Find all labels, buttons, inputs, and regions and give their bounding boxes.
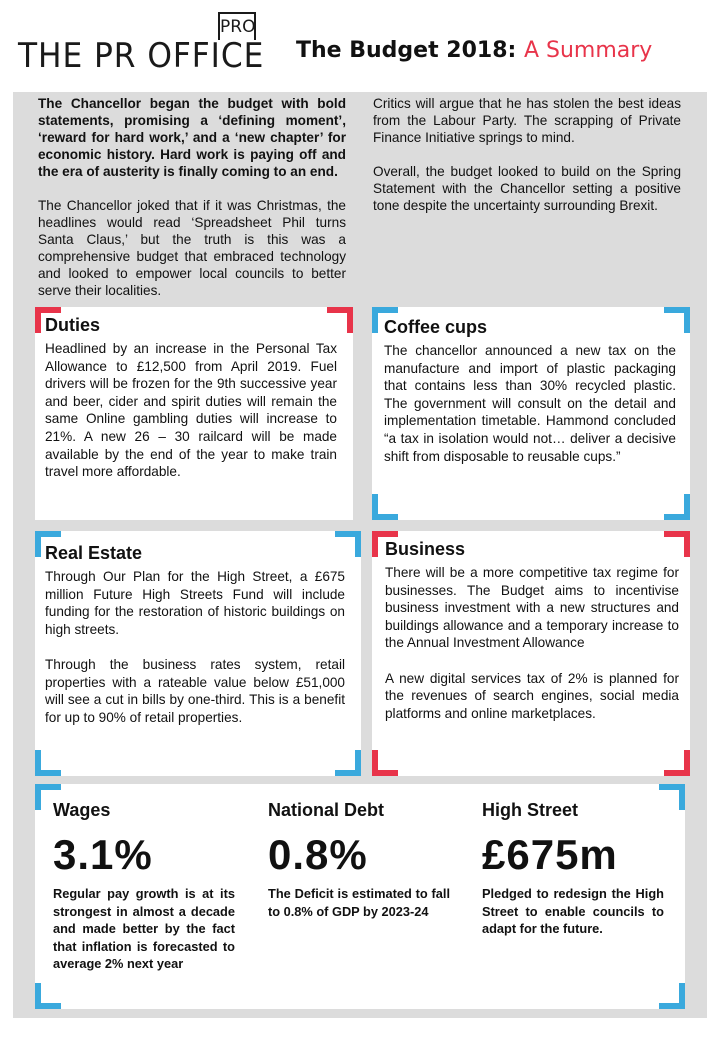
real-estate-paragraph: Through Our Plan for the High Street, a £675 million Future High Streets Fund will include funding for the restoration of historic buildings on high streets. — [45, 569, 345, 637]
duties-card — [35, 307, 353, 520]
logo-wordmark: THE PR OFFICE — [18, 36, 265, 76]
intro-critics: Critics will argue that he has stolen the best ideas from the Labour Party. The scrapping of Private Finance Initiative springs to mind. — [373, 96, 681, 145]
stat-label: High Street — [482, 800, 579, 820]
duties-heading: Duties — [45, 315, 101, 335]
corner-bracket — [664, 494, 690, 520]
stat-description: Regular pay growth is at its strongest in almost a decade and made better by the fact that inflation is forecasted to average 2% next year — [53, 886, 235, 971]
corner-bracket — [35, 750, 61, 776]
real-estate-card — [35, 531, 361, 776]
key-figures-card — [35, 784, 685, 1009]
business-paragraph: There will be a more competitive tax regime for businesses. The Budget aims to incentivise business investment with a new structures and buildings allowance and a temporary increase to the Annual Investment Allowance — [385, 565, 679, 651]
coffee-cups-heading: Coffee cups — [384, 317, 488, 337]
stat-label: National Debt — [268, 800, 385, 820]
real-estate-heading: Real Estate — [45, 543, 143, 563]
corner-bracket — [35, 983, 61, 1009]
corner-bracket — [372, 750, 398, 776]
intro-left-column — [38, 95, 346, 299]
coffee-cups-card — [372, 307, 690, 520]
intro-right-column — [373, 95, 681, 214]
stat-high-street — [482, 800, 664, 938]
real-estate-body — [45, 568, 345, 726]
stat-description: Pledged to redesign the High Street to enable councils to adapt for the future. — [482, 886, 664, 936]
business-card — [372, 531, 690, 776]
business-paragraph: A new digital services tax of 2% is planned for the revenues of search engines, social media platforms and online marketplaces. — [385, 670, 679, 721]
stat-label: Wages — [53, 800, 111, 820]
corner-bracket — [372, 494, 398, 520]
business-body — [385, 564, 679, 722]
stat-value: 3.1% — [53, 831, 153, 878]
corner-bracket — [335, 750, 361, 776]
title-accent: A Summary — [523, 38, 653, 63]
stat-wages — [53, 800, 235, 973]
pr-office-logo — [18, 12, 263, 74]
intro-overall: Overall, the budget looked to build on the Spring Statement with the Chancellor setting a positive tone despite the uncertainty surrounding Brexit. — [373, 164, 681, 213]
duties-body: Headlined by an increase in the Personal Tax Allowance to £12,500 from April 2019. Fuel drivers will be frozen for the 9th successive year and beer, cider and spirit duties will remain the same Online gambling duties will increase to 21%. A new 26 – 30 railcard will be made available by the end of the year to make train travel more affordable. — [45, 341, 337, 480]
stat-value: 0.8% — [268, 831, 368, 878]
title-main: The Budget 2018: — [296, 38, 524, 63]
corner-bracket — [659, 983, 685, 1009]
stat-value: £675m — [482, 831, 618, 878]
intro-body: The Chancellor joked that if it was Christmas, the headlines would read ‘Spreadsheet Phil turns Santa Claus,’ but the truth is this was a comprehensive budget that embraced technology and looked to empower local councils to better serve their localities. — [38, 198, 346, 298]
corner-bracket — [664, 750, 690, 776]
business-heading: Business — [385, 539, 466, 559]
stat-description: The Deficit is estimated to fall to 0.8% of GDP by 2023-24 — [268, 886, 450, 919]
intro-lead: The Chancellor began the budget with bold statements, promising a ‘defining moment’, ‘reward for hard work,’ and a ‘new chapter’ for economic history. Hard work is paying off and the era of austerity is finally coming to an end. — [38, 96, 346, 179]
real-estate-paragraph: Through the business rates system, retail properties with a rateable value below £51,000 will see a cut in bills by one-third. This is a benefit for up to 90% of retail properties. — [45, 656, 345, 725]
page-title — [296, 38, 652, 63]
coffee-cups-body: The chancellor announced a new tax on the manufacture and import of plastic packaging that contains less than 30% recycled plastic. The government will consult on the detail and implementation timetable. Hammond concluded “a tax in isolation would not… deliver a decisive shift from disposable to reusable cups.” — [384, 343, 676, 464]
stat-national-debt — [268, 800, 450, 920]
logo-tag: PRO — [218, 12, 256, 40]
